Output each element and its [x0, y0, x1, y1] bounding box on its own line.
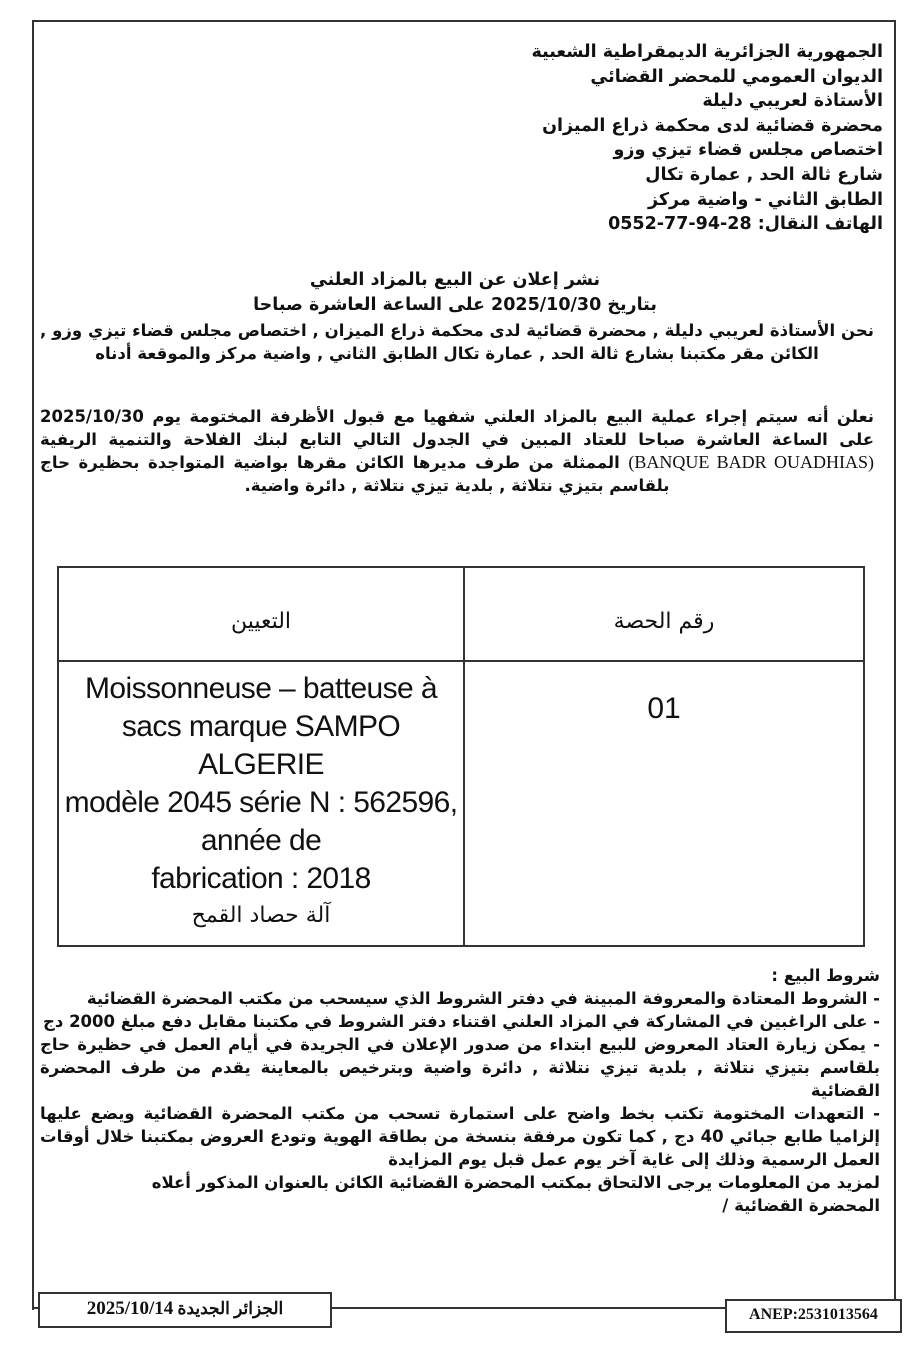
- header-line-republic: الجمهورية الجزائرية الديمقراطية الشعبية: [531, 42, 883, 62]
- newspaper-stamp: [38, 1292, 332, 1328]
- designation-cell: [58, 661, 464, 946]
- lot-number-header: رقم الحصة: [464, 567, 864, 661]
- header-line-court: محضرة قضائية لدى محكمة ذراع الميزان: [542, 115, 883, 136]
- phone-label: الهاتف النقال:: [751, 214, 883, 235]
- signature: المحضرة القضائية /: [722, 1196, 880, 1215]
- notice-date-line: بتاريخ 2025/10/30 على الساعة العاشرة صباحا: [253, 295, 657, 315]
- lot-number-cell: 01: [464, 661, 864, 946]
- designation-line: modèle 2045 série N : 562596,: [64, 786, 458, 819]
- header-line-jurisdiction: اختصاص مجلس قضاء تيزي وزو: [613, 140, 883, 161]
- notice-title: نشر إعلان عن البيع بالمزاد العلني: [309, 270, 601, 290]
- bank-name: (BANQUE BADR OUADHIAS): [628, 452, 874, 472]
- header-line-floor: الطابق الثاني - واضية مركز: [647, 189, 883, 210]
- condition-item: - يمكن زيارة العتاد المعروض للبيع ابتداء من صدور الإعلان في الجريدة في أيام العمل في حظيرة حاج بلقاسم بتيزي نتلاثة , بلدية تيزي نتلاثة , دائرة واضية وبترخيص بالمعاينة يقدم من طرف المحضرة القضائية: [40, 1035, 880, 1100]
- announcement-paragraph: [40, 406, 874, 497]
- condition-item: - التعهدات المختومة تكتب بخط واضح على استمارة تسحب من مكتب المحضرة القضائية ويضع عليها إلزاميا طابع جبائي 40 دج , كما تكون مرفقة بنسخة من بطاقة الهوية وتودع العروض بمكتبنا خلال أوقات العمل الرسمية وذلك إلى غاية آخر يوم عمل قبل يوم المزايدة: [40, 1104, 880, 1169]
- announcement-text-1: نعلن أنه سيتم إجراء عملية البيع بالمزاد العلني شفهيا مع قبول الأظرفة المختومة يوم 2025/10/30 على الساعة العاشرة صباحا للعتاد المبين في الجدول التالي التابع لبنك الفلاحة والتنمية الريفية: [40, 407, 874, 449]
- header-line-street: شارع ثالة الحد , عمارة تكال: [645, 164, 883, 185]
- table-row: [58, 661, 864, 946]
- lot-table: [57, 566, 865, 947]
- conditions-title: شروط البيع :: [771, 966, 880, 985]
- designation-arabic: آلة حصاد القمح: [191, 903, 331, 928]
- publication-date: 2025/10/14: [86, 1298, 174, 1319]
- condition-item: - الشروط المعتادة والمعروفة المبينة في دفتر الشروط الذي سيسحب من مكتب المحضرة القضائية: [86, 989, 880, 1008]
- header-phone: [323, 212, 883, 237]
- header-line-office: الديوان العمومي للمحضر القضائي: [590, 66, 883, 87]
- announcement-text-2: الممثلة من طرف مديرها الكائن مقرها بواضية المتواجدة بحظيرة حاج بلقاسم بتيزي نتلاثة , بلدية تيزي نتلاثة , دائرة واضية.: [40, 453, 670, 495]
- anep-reference: ANEP:2531013564: [725, 1299, 902, 1333]
- phone-number: 0552-77-94-28: [608, 214, 752, 235]
- table-header-row: [58, 567, 864, 661]
- designation-header: التعيين: [58, 567, 464, 661]
- header-line-bailiff-name: الأستاذة لعريبي دليلة: [702, 91, 883, 112]
- office-header: [323, 40, 883, 237]
- designation-line: fabrication : 2018: [151, 862, 371, 895]
- designation-line: année de: [200, 824, 322, 857]
- designation-line: sacs marque SAMPO ALGERIE: [121, 710, 401, 781]
- condition-item: - على الراغبين في المشاركة في المزاد العلني اقتناء دفتر الشروط في مكتبنا مقابل دفع مبلغ 2000 دج: [42, 1012, 880, 1031]
- newspaper-name: الجزائر الجديدة: [177, 1299, 284, 1318]
- more-info: لمزيد من المعلومات يرجى الالتحاق بمكتب المحضرة القضائية الكائن بالعنوان المذكور أعلاه: [151, 1173, 880, 1192]
- designation-line: Moissonneuse – batteuse à: [85, 672, 437, 705]
- sale-conditions: [40, 964, 880, 1217]
- intro-paragraph: نحن الأستاذة لعريبي دليلة , محضرة قضائية لدى محكمة ذراع الميزان , اختصاص مجلس قضاء تيزي وزو , الكائن مقر مكتبنا بشارع ثالة الحد , عمارة تكال الطابق الثاني , واضية مركز والموقعة أدناه: [40, 321, 874, 363]
